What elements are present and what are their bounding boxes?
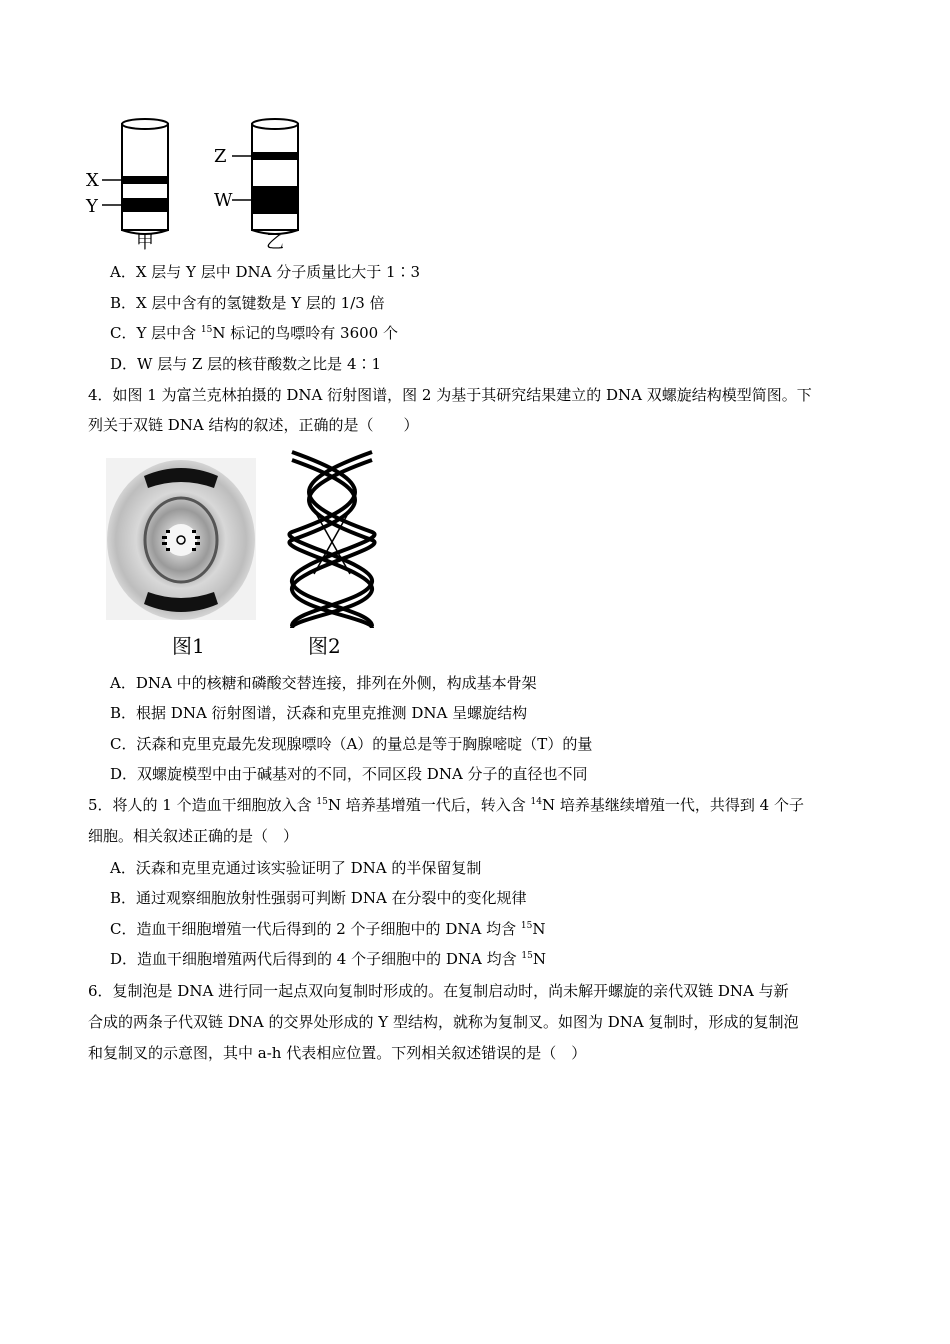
diffraction-pattern-image — [106, 458, 256, 620]
q5-option-d: D．造血干细胞增殖两代后得到的 4 个子细胞中的 DNA 均含 $^{15}$N — [110, 950, 546, 968]
centrifuge-tubes-drawing — [80, 110, 320, 260]
q3-option-c: C．Y 层中含 $^{15}$N 标记的鸟嘌呤有 3600 个 — [110, 324, 398, 342]
q5-option-a: A．沃森和克里克通过该实验证明了 DNA 的半保留复制 — [110, 859, 482, 877]
q4-option-c: C．沃森和克里克最先发现腺嘌呤（A）的量总是等于胸腺嘧啶（T）的量 — [110, 735, 593, 753]
dna-diffraction-figure — [106, 458, 256, 620]
q4-option-d: D．双螺旋模型中由于碱基对的不同，不同区段 DNA 分子的直径也不同 — [110, 765, 588, 783]
centrifuge-tubes-figure — [80, 110, 320, 260]
q6-stem-line1: 6．复制泡是 DNA 进行同一起点双向复制时形成的。在复制启动时，尚未解开螺旋的亲代双链 DNA 与新 — [88, 982, 789, 1000]
tube-caption-jia: 甲 — [136, 232, 154, 253]
tube-caption-yi: 乙 — [266, 232, 284, 253]
q5-option-b: B．通过观察细胞放射性强弱可判断 DNA 在分裂中的变化规律 — [110, 889, 527, 907]
q3-option-b: B．X 层中含有的氢键数是 Y 层的 1/3 倍 — [110, 294, 385, 312]
double-helix-drawing — [284, 450, 380, 628]
q3-option-d: D．W 层与 Z 层的核苷酸数之比是 4∶1 — [110, 355, 382, 373]
q5-stem-line1: 5．将人的 1 个造血干细胞放入含 $^{15}$N 培养基增殖一代后，转入含 $^{14}$N 培养基继续增殖一代，共得到 4 个子 — [88, 796, 804, 814]
q6-stem-line2: 合成的两条子代双链 DNA 的交界处形成的 Y 型结构，就称为复制叉。如图为 DNA 复制时，形成的复制泡 — [88, 1013, 799, 1031]
q5-option-c: C．造血干细胞增殖一代后得到的 2 个子细胞中的 DNA 均含 $^{15}$N — [110, 920, 546, 938]
band-label-y: Y — [86, 196, 98, 217]
q5-stem-line2: 细胞。相关叙述正确的是（ ） — [88, 827, 299, 845]
double-helix-figure — [284, 450, 380, 628]
q4-option-b: B．根据 DNA 衍射图谱，沃森和克里克推测 DNA 呈螺旋结构 — [110, 704, 528, 722]
q4-stem-line1: 4．如图 1 为富兰克林拍摄的 DNA 衍射图谱，图 2 为基于其研究结果建立的 DNA 双螺旋结构模型简图。下 — [88, 386, 812, 404]
band-label-w: W — [214, 190, 233, 211]
figure1-caption: 图1 — [172, 634, 205, 658]
q4-option-a: A．DNA 中的核糖和磷酸交替连接，排列在外侧，构成基本骨架 — [110, 674, 537, 692]
q6-stem-line3: 和复制叉的示意图，其中 a-h 代表相应位置。下列相关叙述错误的是（ ） — [88, 1044, 587, 1062]
q4-stem-line2: 列关于双链 DNA 结构的叙述，正确的是（ ） — [88, 416, 419, 434]
band-label-x: X — [86, 170, 99, 191]
band-label-z: Z — [214, 146, 227, 167]
q3-option-a: A．X 层与 Y 层中 DNA 分子质量比大于 1∶3 — [110, 263, 421, 281]
figure2-caption: 图2 — [308, 634, 341, 658]
